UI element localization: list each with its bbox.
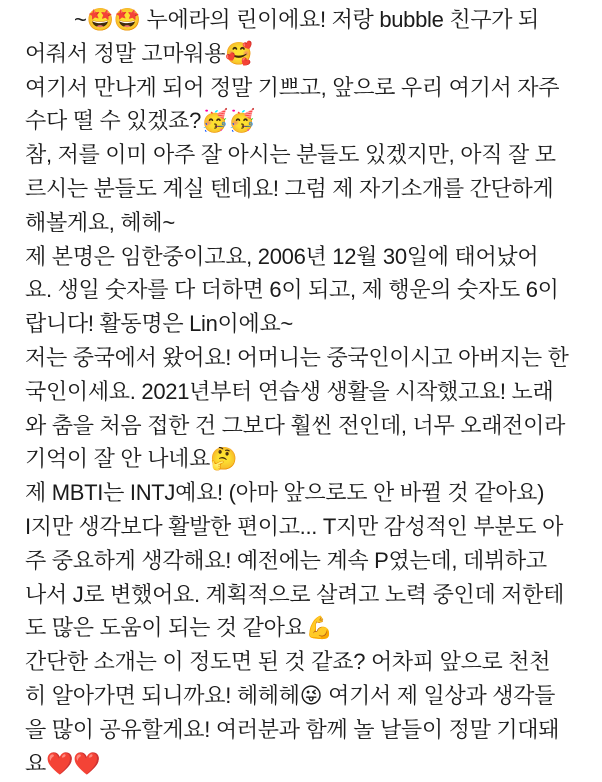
message-line: 기억이 잘 안 나네요🤔 xyxy=(25,446,238,472)
message-line: 수다 떨 수 있겠죠?🥳🥳 xyxy=(25,108,256,134)
message-line: ~🤩🤩 누에라의 린이에요! 저랑 bubble 친구가 되 xyxy=(74,7,540,32)
message-line: 저는 중국에서 왔어요! 어머니는 중국인이시고 아버지는 한 xyxy=(25,344,569,370)
message-line: I지만 생각보다 활발한 편이고... T지만 감성적인 부분도 아 xyxy=(25,513,564,539)
message-line: 와 춤을 처음 접한 건 그보다 훨씬 전인데, 너무 오래전이라 xyxy=(25,412,566,438)
message-line: 랍니다! 활동명은 Lin이에요~ xyxy=(25,311,293,337)
message-line: 해볼게요, 헤헤~ xyxy=(25,209,175,235)
message-line: 을 많이 공유할게요! 여러분과 함께 놀 날들이 정말 기대돼 xyxy=(25,716,560,742)
message-line: 요❤️❤️ xyxy=(25,750,101,776)
message-line: 히 알아가면 되니까요! 헤헤헤😜 여기서 제 일상과 생각들 xyxy=(25,682,556,708)
message-line: 요. 생일 숫자를 다 더하면 6이 되고, 제 행운의 숫자도 6이 xyxy=(25,277,559,303)
message-line: 참, 저를 이미 아주 잘 아시는 분들도 있겠지만, 아직 잘 모 xyxy=(25,142,556,168)
message-line: 여기서 만나게 되어 정말 기쁘고, 앞으로 우리 여기서 자주 xyxy=(25,74,560,100)
message-line: 제 본명은 임한중이고요, 2006년 12월 30일에 태어났어 xyxy=(25,243,539,269)
message-line: 간단한 소개는 이 정도면 된 것 같죠? 어차피 앞으로 천천 xyxy=(25,649,551,675)
message-line: 도 많은 도움이 되는 것 같아요💪 xyxy=(25,615,333,641)
message-line: 어줘서 정말 고마워용🥰 xyxy=(25,40,253,66)
message-line: 주 중요하게 생각해요! 예전에는 계속 P였는데, 데뷔하고 xyxy=(25,547,547,573)
message-line: 나서 J로 변했어요. 계획적으로 살려고 노력 중인데 저한테 xyxy=(25,581,565,607)
message-line: 국인이세요. 2021년부터 연습생 생활을 시작했고요! 노래 xyxy=(25,378,554,404)
message-line: 르시는 분들도 계실 텐데요! 그럼 제 자기소개를 간단하게 xyxy=(25,175,554,201)
message-line: 제 MBTI는 INTJ예요! (아마 앞으로도 안 바뀔 것 같아요) xyxy=(25,480,545,506)
